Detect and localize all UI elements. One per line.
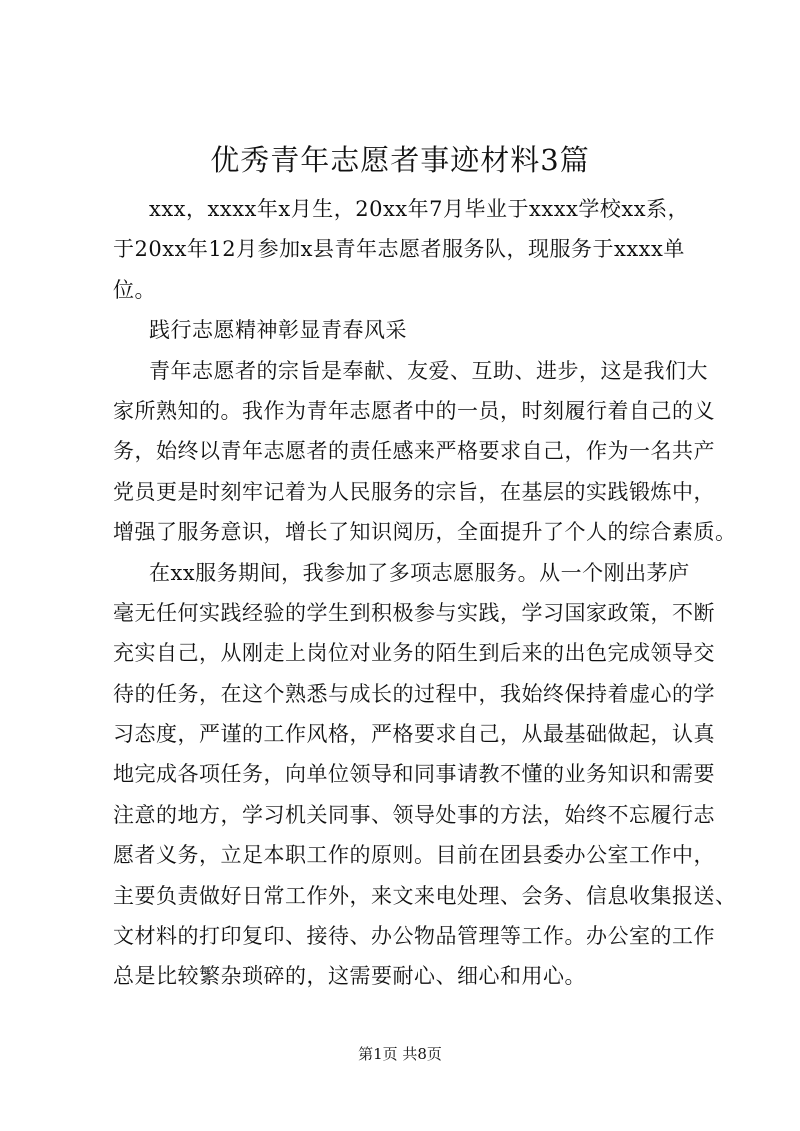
document-title: 优秀青年志愿者事迹材料3篇: [210, 143, 590, 177]
text-line: 在xx服务期间，我参加了多项志愿服务。从一个刚出茅庐: [149, 560, 690, 585]
text-line: 充实自己，从刚走上岗位对业务的陌生到后来的出色完成领导交: [113, 641, 715, 666]
text-line: 家所熟知的。我作为青年志愿者中的一员，时刻履行着自己的义: [113, 398, 715, 423]
text-line: 总是比较繁杂琐碎的，这需要耐心、细心和用心。: [113, 964, 586, 989]
text-line: 文材料的打印复印、接待、办公物品管理等工作。办公室的工作: [113, 924, 715, 949]
text-line: 毫无任何实践经验的学生到积极参与实践，学习国家政策，不断: [113, 600, 715, 625]
text-line: 青年志愿者的宗旨是奉献、友爱、互助、进步，这是我们大: [149, 358, 708, 383]
text-line: 注意的地方，学习机关同事、领导处事的方法，始终不忘履行志: [113, 802, 715, 827]
section-heading: 践行志愿精神彰显青春风采: [149, 318, 407, 343]
text-line: 愿者义务，立足本职工作的原则。目前在团县委办公室工作中，: [113, 843, 715, 868]
text-line: 地完成各项任务，向单位领导和同事请教不懂的业务知识和需要: [113, 762, 715, 787]
text-line: 习态度，严谨的工作风格，严格要求自己，从最基础做起，认真: [113, 722, 715, 747]
document-body: [113, 189, 737, 997]
page-number: 第1页 共8页: [358, 1045, 442, 1063]
text-line: 于20xx年12月参加x县青年志愿者服务队，现服务于xxxx单: [113, 237, 685, 262]
text-line: xxx，xxxx年x月生，20xx年7月毕业于xxxx学校xx系，: [149, 197, 690, 221]
text-line: 主要负责做好日常工作外，来文来电处理、会务、信息收集报送、: [113, 883, 737, 908]
text-line: 位。: [113, 277, 156, 302]
text-line: 待的任务，在这个熟悉与成长的过程中，我始终保持着虚心的学: [113, 681, 715, 706]
text-line: 党员更是时刻牢记着为人民服务的宗旨，在基层的实践锻炼中，: [113, 479, 715, 504]
text-line: 增强了服务意识，增长了知识阅历，全面提升了个人的综合素质。: [113, 520, 737, 545]
text-line: 务，始终以青年志愿者的责任感来严格要求自己，作为一名共产: [113, 439, 715, 464]
